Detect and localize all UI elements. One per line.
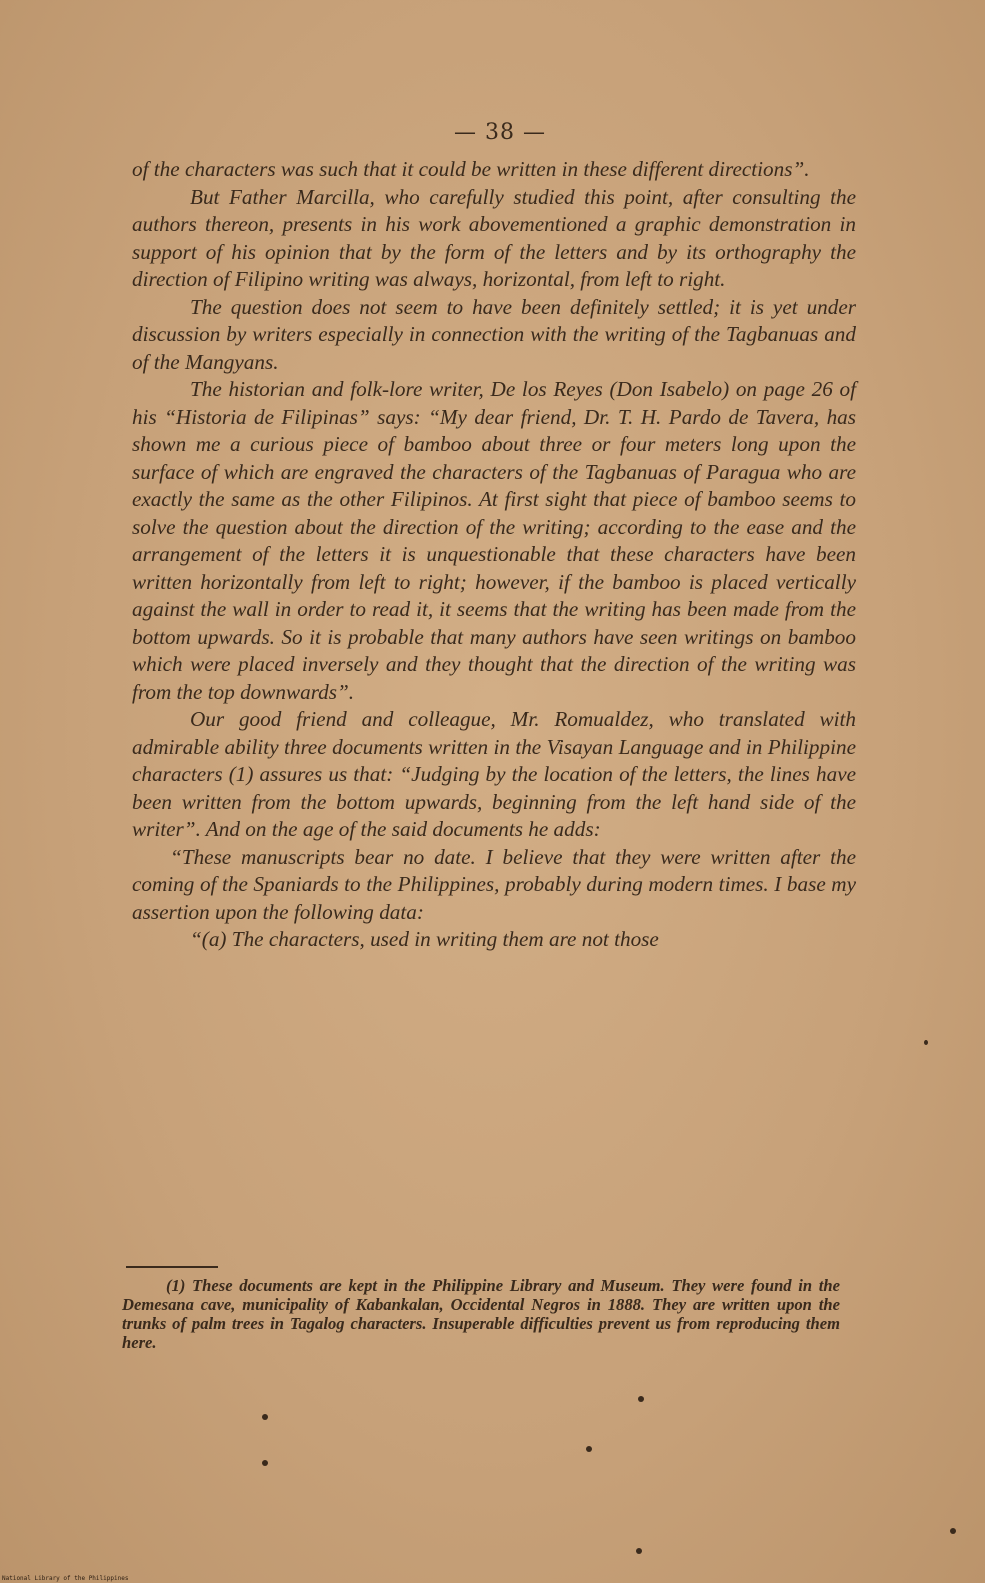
paragraph-item-a: “(a) The characters, used in writing them are not those [190, 927, 659, 951]
page-number: — 38 — [454, 120, 546, 145]
footnote-divider [126, 1266, 218, 1268]
paragraph-question: The question does not seem to have been definitely settled; it is yet under discussion by writers especially in connection with the writing of the Tagbanuas and of the Mangyans. [132, 294, 856, 374]
paragraph-marcilla: But Father Marcilla, who carefully studied this point, after consulting the authors thereon, presents in his work abovementioned a graphic demonstration in support of his opinion that by the form of the letters and by its orthography the direction of Filipino writing was always, horizontal, from left to right. [132, 184, 856, 291]
footnote-text: (1) These documents are kept in the Philippine Library and Museum. They were found in the Demesana cave, municipality of Kabankalan, Occidental Negros in 1888. They are written upon the trunks of palm trees in Tagalog characters. Insuperable difficulties prevent us from reproducing them here. [122, 1276, 840, 1352]
print-speck [950, 1528, 956, 1534]
print-speck [262, 1460, 268, 1466]
print-speck [586, 1446, 592, 1452]
print-speck [636, 1548, 642, 1554]
print-speck [262, 1414, 268, 1420]
paragraph-de-los-reyes: The historian and folk-lore writer, De los Reyes (Don Isabelo) on page 26 of his “Historia de Filipinas” says: “My dear friend, Dr. T. H. Pardo de Tavera, has shown me a curious piece of bamboo about three or four meters long upon the surface of which are engraved the characters of the Tagbanuas of Paragua who are exactly the same as the other Filipinos. At first sight that piece of bamboo seems to solve the question about the direction of the writing; according to the ease and the arrangement of the letters it is unquestionable that these characters have been written horizontally from left to right; however, if the bamboo is placed vertically against the wall in order to read it, it seems that the writing has been made from the bottom upwards. So it is probable that many authors have seen writings on bamboo which were placed inversely and they thought that the direction of the writing was from the top downwards”. [132, 377, 856, 704]
print-speck [924, 1040, 928, 1045]
paragraph-manuscripts: “These manuscripts bear no date. I believe that they were written after the coming of the Spaniards to the Philippines, probably during modern times. I base my assertion upon the following data: [132, 844, 856, 924]
footnote [122, 1276, 840, 1352]
body-text [132, 156, 856, 954]
library-credit: National Library of the Philippines [2, 1575, 129, 1582]
paragraph-continuation: of the characters was such that it could be written in these different directions”. [132, 157, 810, 181]
paragraph-romualdez: Our good friend and colleague, Mr. Romualdez, who translated with admirable ability three documents written in the Visayan Language and in Philippine characters (1) assures us that: “Judging by the location of the letters, the lines have been written from the bottom upwards, beginning from the left hand side of the writer”. And on the age of the said documents he adds: [132, 707, 856, 841]
print-speck [638, 1396, 644, 1402]
